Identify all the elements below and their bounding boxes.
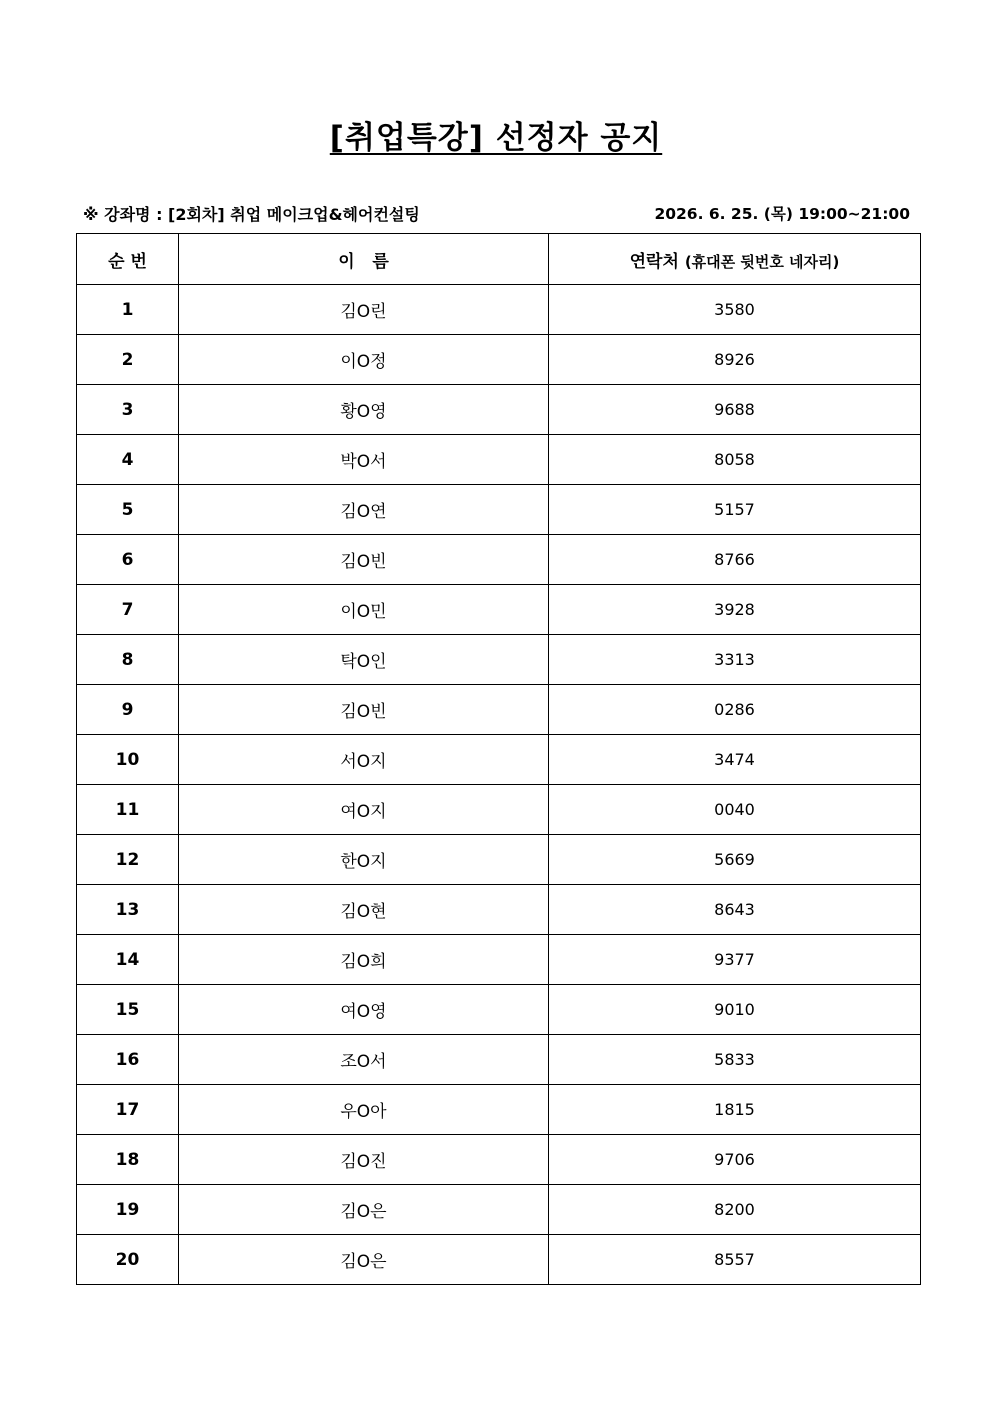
- row-number: 13: [77, 885, 179, 935]
- table-row: [77, 1035, 921, 1085]
- row-phone: 5669: [549, 835, 921, 885]
- row-number: 14: [77, 935, 179, 985]
- table-row: [77, 385, 921, 435]
- document-title: [0, 112, 992, 157]
- header-contact: [549, 234, 921, 285]
- row-phone: 9706: [549, 1135, 921, 1185]
- row-phone: 9010: [549, 985, 921, 1035]
- row-name: 김O진: [179, 1135, 549, 1185]
- row-name: 황O영: [179, 385, 549, 435]
- row-number: 15: [77, 985, 179, 1035]
- row-phone: 5157: [549, 485, 921, 535]
- row-name: 김O빈: [179, 535, 549, 585]
- table-row: [77, 785, 921, 835]
- header-name: [179, 234, 549, 285]
- row-name: 한O지: [179, 835, 549, 885]
- row-name: 조O서: [179, 1035, 549, 1085]
- header-name-text: 이 름: [338, 251, 389, 272]
- header-number: 순 번: [77, 234, 179, 285]
- table-row: [77, 685, 921, 735]
- row-name: 김O빈: [179, 685, 549, 735]
- row-number: 9: [77, 685, 179, 735]
- row-phone: 3474: [549, 735, 921, 785]
- row-phone: 9377: [549, 935, 921, 985]
- table-row: [77, 485, 921, 535]
- document-title-text: [취업특강] 선정자 공지: [329, 120, 663, 156]
- table-row: [77, 735, 921, 785]
- row-phone: 3580: [549, 285, 921, 335]
- row-number: 16: [77, 1035, 179, 1085]
- row-phone: 8926: [549, 335, 921, 385]
- row-number: 10: [77, 735, 179, 785]
- row-name: 김O은: [179, 1235, 549, 1285]
- course-name: ※ 강좌명 : [2회차] 취업 메이크업&헤어컨설팅: [83, 205, 420, 224]
- row-phone: 8557: [549, 1235, 921, 1285]
- table-row: [77, 835, 921, 885]
- row-name: 우O아: [179, 1085, 549, 1135]
- header-contact-sub: (휴대폰 뒷번호 네자리): [684, 252, 840, 271]
- row-number: 17: [77, 1085, 179, 1135]
- course-info-row: [80, 202, 912, 228]
- row-phone: 3928: [549, 585, 921, 635]
- row-phone: 0040: [549, 785, 921, 835]
- row-name: 김O현: [179, 885, 549, 935]
- table-row: [77, 985, 921, 1035]
- row-phone: 5833: [549, 1035, 921, 1085]
- row-number: 12: [77, 835, 179, 885]
- table-row: [77, 585, 921, 635]
- table-row: [77, 1235, 921, 1285]
- header-contact-main: 연락처: [629, 251, 679, 272]
- table-row: [77, 1085, 921, 1135]
- row-number: 18: [77, 1135, 179, 1185]
- table-row: [77, 535, 921, 585]
- row-phone: 8058: [549, 435, 921, 485]
- row-phone: 8766: [549, 535, 921, 585]
- row-number: 4: [77, 435, 179, 485]
- table-header-row: [77, 234, 921, 285]
- row-name: 김O은: [179, 1185, 549, 1235]
- table-row: [77, 285, 921, 335]
- row-name: 여O영: [179, 985, 549, 1035]
- table-row: [77, 435, 921, 485]
- row-number: 20: [77, 1235, 179, 1285]
- row-number: 11: [77, 785, 179, 835]
- row-number: 5: [77, 485, 179, 535]
- row-phone: 8200: [549, 1185, 921, 1235]
- course-schedule: 2026. 6. 25. (목) 19:00~21:00: [654, 205, 910, 223]
- row-name: 김O연: [179, 485, 549, 535]
- row-phone: 8643: [549, 885, 921, 935]
- row-phone: 0286: [549, 685, 921, 735]
- table-row: [77, 1185, 921, 1235]
- row-number: 7: [77, 585, 179, 635]
- row-phone: 1815: [549, 1085, 921, 1135]
- row-name: 박O서: [179, 435, 549, 485]
- row-name: 이O민: [179, 585, 549, 635]
- row-name: 탁O인: [179, 635, 549, 685]
- selected-list-table: [76, 233, 921, 1285]
- table-row: [77, 935, 921, 985]
- row-phone: 3313: [549, 635, 921, 685]
- row-name: 김O희: [179, 935, 549, 985]
- row-name: 여O지: [179, 785, 549, 835]
- row-phone: 9688: [549, 385, 921, 435]
- table-body: [77, 285, 921, 1285]
- table-row: [77, 635, 921, 685]
- row-number: 2: [77, 335, 179, 385]
- row-name: 이O정: [179, 335, 549, 385]
- row-number: 6: [77, 535, 179, 585]
- row-number: 8: [77, 635, 179, 685]
- row-number: 19: [77, 1185, 179, 1235]
- row-name: 김O린: [179, 285, 549, 335]
- table-row: [77, 885, 921, 935]
- table-row: [77, 1135, 921, 1185]
- table-row: [77, 335, 921, 385]
- row-name: 서O지: [179, 735, 549, 785]
- row-number: 1: [77, 285, 179, 335]
- row-number: 3: [77, 385, 179, 435]
